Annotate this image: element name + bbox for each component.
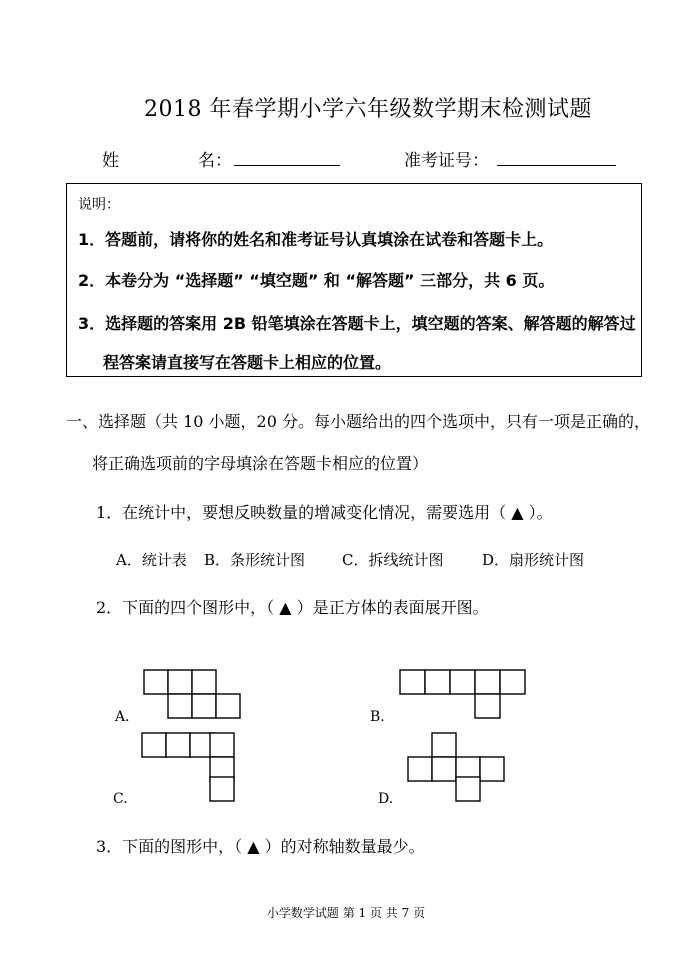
- page-title: 2018 年春学期小学六年级数学期末检测试题: [144, 97, 592, 122]
- figure-a-label: A.: [115, 709, 130, 725]
- question-1-stem: 1．在统计中，要想反映数量的增减变化情况，需要选用（ ▲ ）。: [96, 503, 553, 522]
- question-1-option-d: D．扇形统计图: [482, 551, 585, 569]
- question-1-option-a: A．统计表: [116, 551, 187, 569]
- instruction-item-2: 2．本卷分为 “选择题” “填空题” 和 “解答题” 三部分，共 6 页。: [78, 271, 555, 290]
- instructions-heading: 说明：: [78, 197, 120, 213]
- instruction-item-3-continued: 程答案请直接写在答题卡上相应的位置。: [103, 353, 392, 372]
- section1-heading-continued: 将正确选项前的字母填涂在答题卡相应的位置）: [92, 454, 429, 473]
- question-2-stem: 2．下面的四个图形中，（ ▲ ）是正方体的表面展开图。: [96, 598, 489, 617]
- section1-heading: 一、选择题（共 10 小题，20 分。每小题给出的四个选项中，只有一项是正确的，: [66, 412, 650, 431]
- cube-net-figure-d: [404, 729, 508, 805]
- cube-net-figure-a: [140, 666, 244, 722]
- question-1-option-c: C．拆线统计图: [342, 551, 444, 569]
- name-blank-line: [234, 165, 340, 166]
- cube-net-figure-c: [138, 729, 238, 805]
- instruction-item-1: 1．答题前，请将你的姓名和准考证号认真填涂在试卷和答题卡上。: [78, 230, 554, 249]
- name-label-part2: 名：: [198, 151, 232, 171]
- figure-d-label: D.: [378, 791, 394, 807]
- question-3-stem: 3．下面的图形中，（ ▲ ）的对称轴数量最少。: [96, 837, 425, 856]
- figure-c-label: C.: [113, 791, 128, 807]
- instruction-item-3: 3．选择题的答案用 2B 铅笔填涂在答题卡上，填空题的答案、解答题的解答过: [78, 314, 636, 333]
- page-footer: 小学数学试题 第 1 页 共 7 页: [266, 906, 426, 920]
- exam-number-label: 准考证号：: [404, 151, 489, 171]
- figure-b-label: B.: [370, 709, 385, 725]
- exam-number-blank-line: [497, 165, 616, 166]
- cube-net-figure-b: [396, 666, 530, 722]
- question-1-option-b: B．条形统计图: [204, 551, 306, 569]
- name-label-part1: 姓: [102, 151, 119, 171]
